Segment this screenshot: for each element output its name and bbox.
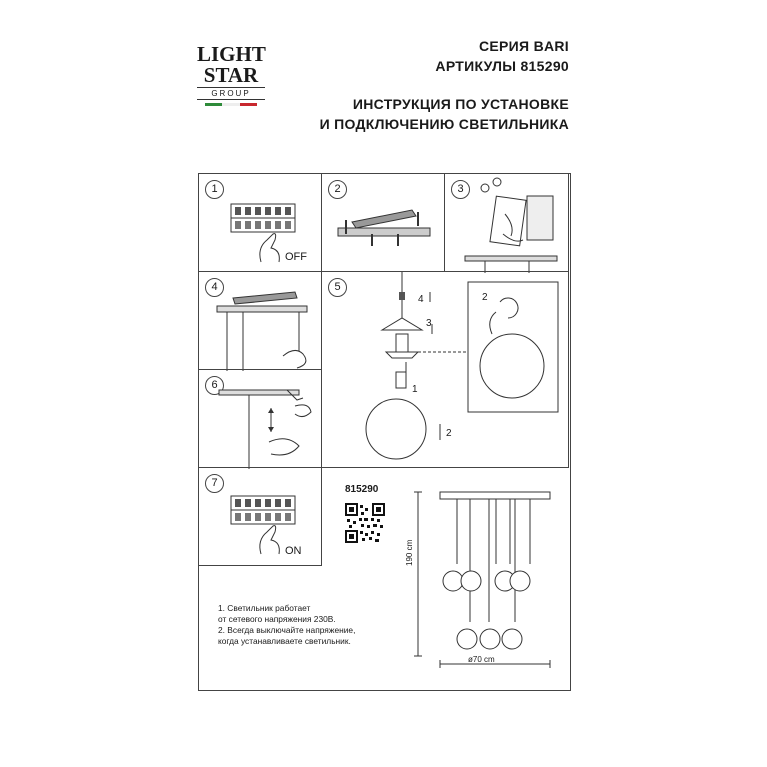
- wiring-icon: [445, 174, 570, 273]
- articles-title: АРТИКУЛЫ 815290: [435, 58, 569, 74]
- diameter-dimension: ø70 cm: [468, 655, 495, 664]
- instruction-title-2: И ПОДКЛЮЧЕНИЮ СВЕТИЛЬНИКА: [319, 116, 569, 132]
- step-7-number: 7: [205, 474, 224, 493]
- step-1-panel: [198, 173, 322, 272]
- note-line-1: 1. Светильник работает: [218, 603, 311, 613]
- step-1-number: 1: [205, 180, 224, 199]
- series-title: СЕРИЯ BARI: [478, 38, 569, 54]
- step-6-number: 6: [205, 376, 224, 395]
- canopy-fix-icon: [199, 272, 323, 371]
- step-6-panel: [198, 369, 322, 468]
- logo-line1: LIGHT: [197, 42, 266, 66]
- mounting-bracket-icon: [322, 174, 446, 273]
- luminaire-dimension-drawing: [410, 486, 560, 676]
- height-adjust-icon: [199, 370, 323, 469]
- step-2-number: 2: [328, 180, 347, 199]
- arrow-label-4: 4: [418, 294, 424, 305]
- logo-line2: STAR: [203, 63, 259, 87]
- safety-notes: [218, 603, 355, 647]
- step-4-number: 4: [205, 278, 224, 297]
- arrow-label-1: 1: [412, 384, 418, 395]
- on-label: ON: [285, 545, 302, 557]
- italian-flag-icon: [205, 103, 257, 106]
- height-dimension: 190 cm: [405, 539, 414, 566]
- step-3-number: 3: [451, 180, 470, 199]
- note-line-4: когда устанавливаете светильник.: [218, 636, 351, 646]
- brand-logo: [197, 44, 265, 120]
- breaker-on-icon: [199, 468, 323, 567]
- arrow-label-2: 2: [446, 428, 452, 439]
- step-5-panel: [321, 271, 569, 468]
- model-number: 815290: [345, 484, 379, 495]
- logo-line3: GROUP: [197, 87, 265, 100]
- note-line-3: 2. Всегда выключайте напряжение,: [218, 625, 356, 635]
- off-label: OFF: [285, 251, 307, 263]
- note-line-2: от сетевого напряжения 230В.: [218, 614, 336, 624]
- arrow-label-3: 3: [426, 318, 432, 329]
- step-2-panel: [321, 173, 445, 272]
- step-7-panel: [198, 467, 322, 566]
- step-5-number: 5: [328, 278, 347, 297]
- qr-code-icon: [345, 503, 385, 543]
- inset-arrow-label: 2: [482, 292, 488, 303]
- step-4-panel: [198, 271, 322, 370]
- shade-assembly-icon: [322, 272, 570, 469]
- instruction-title-1: ИНСТРУКЦИЯ ПО УСТАНОВКЕ: [352, 96, 569, 112]
- step-3-panel: [444, 173, 569, 272]
